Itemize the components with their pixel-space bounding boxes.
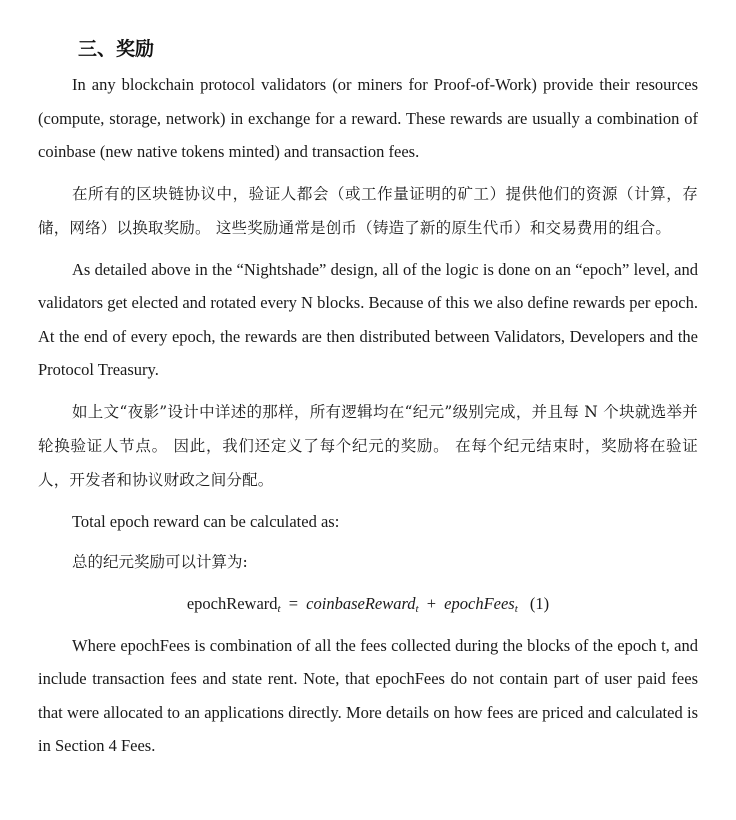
equation-plus-sign: + (426, 593, 437, 613)
equation-fees-subscript: t (514, 602, 518, 615)
paragraph-epoch-design-en: As detailed above in the “Nightshade” design, all of the logic is done on an “epoch” level, and validators get elected and rotated every N blocks. Because of this we also define rewards per epoch. At the end of every epoch, the rewards are then distributed between Validators, Developers and the Protocol Treasury. (38, 259, 698, 379)
section-heading: 三、奖励 (78, 38, 155, 60)
equation-epoch-reward (38, 587, 698, 621)
equation-coinbase-term: coinbaseReward (306, 593, 416, 613)
equation-lhs-subscript: t (277, 602, 281, 615)
paragraph-epoch-design-zh: 如上文“夜影”设计中详述的那样，所有逻辑均在“纪元”级别完成，并且每 N 个块就选举并轮换验证人节点。 因此，我们还定义了每个纪元的奖励。 在每个纪元结束时，奖励将在验证人，开发者和协议财政之间分配。 (38, 402, 698, 489)
document-page (38, 34, 698, 771)
equation-number: (1) (529, 593, 550, 613)
paragraph-rewards-intro-en: In any blockchain protocol validators (or miners for Proof-of-Work) provide their resources (compute, storage, network) in exchange for a reward. These rewards are usually a combination of coinbase (new native tokens minted) and transaction fees. (38, 75, 698, 161)
paragraph-epoch-fees-en: Where epochFees is combination of all the fees collected during the blocks of the epoch t, and include transaction fees and state rent. Note, that epochFees do not contain part of user paid fees that were allocated to an applications directly. More details on how fees are priced and calculated is in Section 4 Fees. (38, 635, 698, 755)
equation-lhs: epochReward (186, 593, 278, 613)
equation-fees-term: epochFees (444, 593, 515, 613)
equation-equals-sign: = (288, 593, 299, 613)
paragraph-rewards-intro-zh: 在所有的区块链协议中，验证人都会（或工作量证明的矿工）提供他们的资源（计算，存储，网络）以换取奖励。 这些奖励通常是创币（铸造了新的原生代币）和交易费用的组合。 (38, 184, 698, 237)
paragraph-total-reward-zh: 总的纪元奖励可以计算为: (72, 552, 248, 571)
paragraph-total-reward-en: Total epoch reward can be calculated as: (72, 511, 340, 531)
equation-coinbase-subscript: t (415, 602, 419, 615)
